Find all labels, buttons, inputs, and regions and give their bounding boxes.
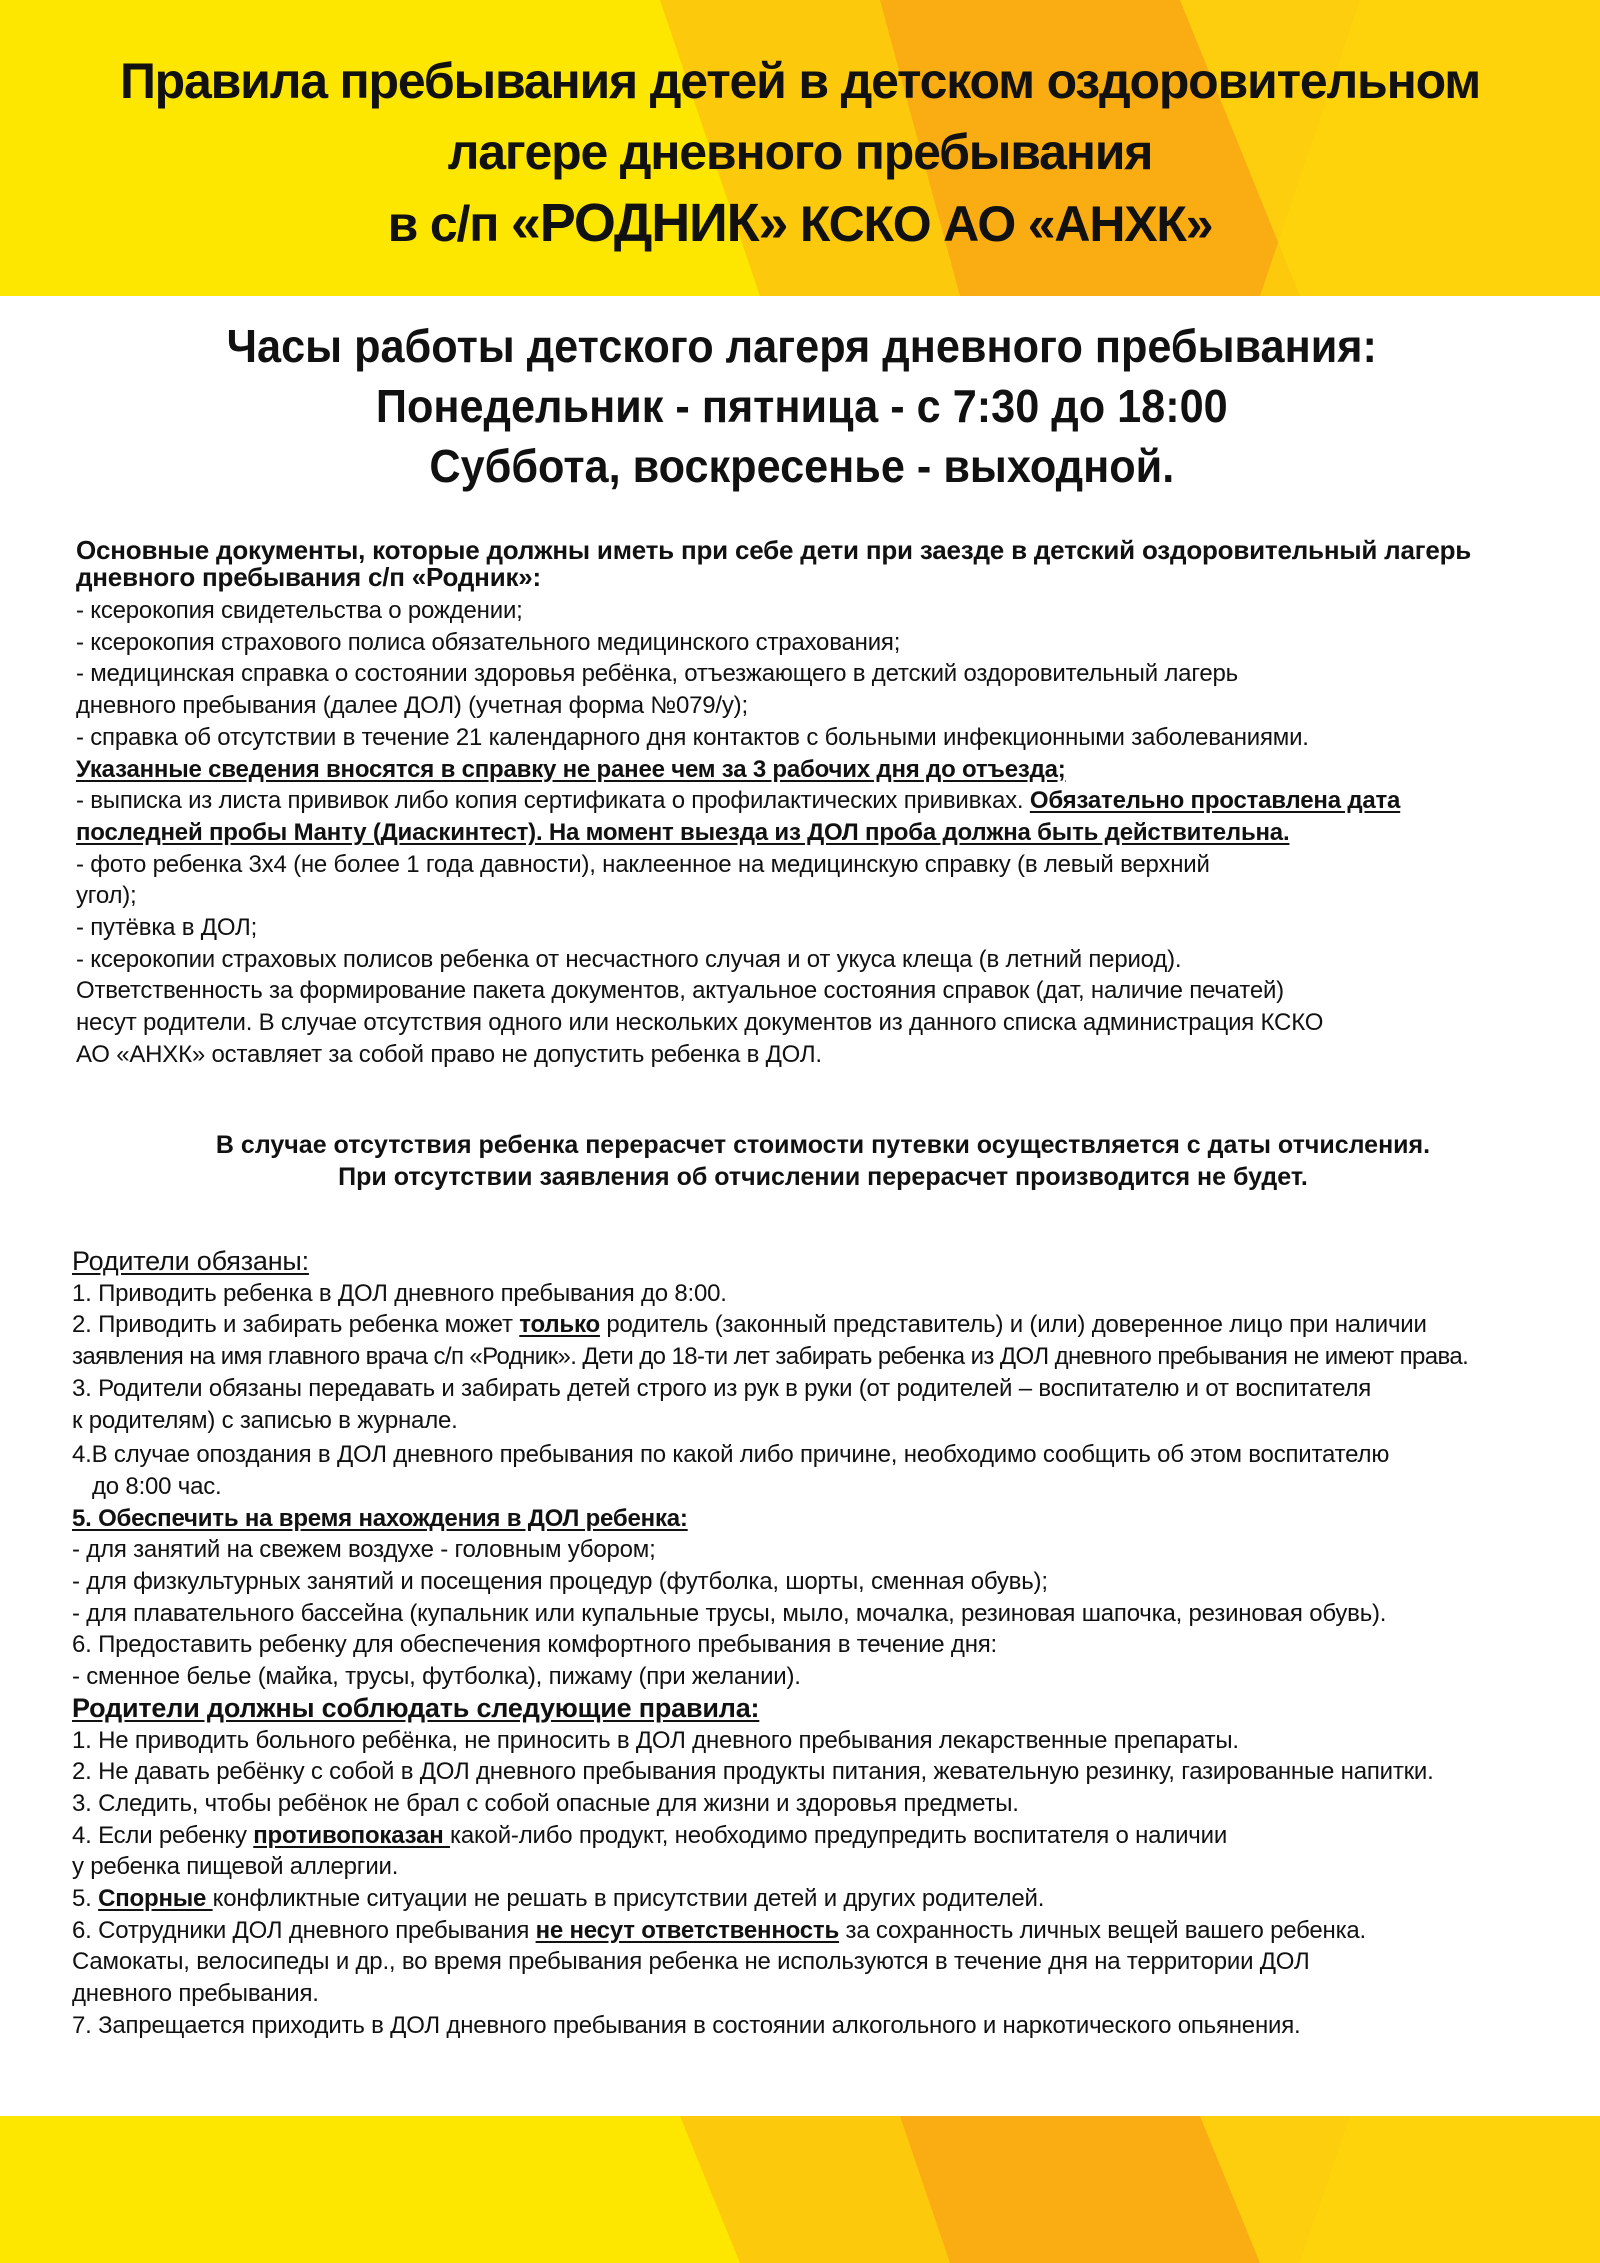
list-item-text: 5. [72, 1885, 99, 1913]
list-item-text: 6. Сотрудники ДОЛ дневного пребывания [72, 1916, 536, 1944]
list-item: 1. Приводить ребенка в ДОЛ дневного пребывания до 8:00. [72, 1279, 727, 1307]
page-title-line: лагере дневного пребывания [447, 124, 1153, 180]
list-item-text: 2. Приводить и забирать ребенка может [72, 1311, 520, 1339]
list-item: Самокаты, велосипеды и др., во время пребывания ребенка не используются в течение дня на территории ДОЛ [72, 1948, 1310, 1976]
list-item: - сменное белье (майка, трусы, футболка), пижаму (при желании). [72, 1663, 801, 1691]
rules-heading: Родители должны соблюдать следующие правила: [72, 1692, 760, 1723]
camp-name: «РОДНИК» [510, 193, 788, 253]
yellow-swoosh-shape [1200, 2116, 1600, 2263]
page-title-line: Правила пребывания детей в детском оздоровительном [119, 53, 1481, 109]
working-hours-weekdays: Понедельник - пятница - с 7:30 до 18:00 [375, 380, 1228, 432]
working-hours-weekend: Суббота, воскресенье - выходной. [429, 440, 1175, 492]
list-item-text: какой-либо продукт, необходимо предупредить воспитателя о наличии [450, 1821, 1228, 1849]
list-item [72, 1820, 1582, 1852]
list-item: 1. Не приводить больного ребёнка, не приносить в ДОЛ дневного пребывания лекарственные препараты. [72, 1726, 1239, 1754]
notice-line: При отсутствии заявления об отчислении перерасчет производится не будет. [338, 1163, 1308, 1191]
list-item-text: - выписка из листа прививок либо копия сертификата о профилактических прививках. [76, 787, 1030, 815]
list-item: 3. Родители обязаны передавать и забирать детей строго из рук в руки (от родителей – воспитателю и от воспитателя [72, 1374, 1372, 1402]
list-item: дневного пребывания (далее ДОЛ) (учетная форма №079/у); [76, 692, 748, 720]
subsection-heading: 5. Обеспечить на время нахождения в ДОЛ ребенка: [72, 1504, 688, 1532]
list-item: заявления на имя главного врача с/п «Родник». Дети до 18-ти лет забирать ребенка из ДОЛ дневного пребывания не имеют права. [72, 1343, 1469, 1371]
emphasis: противопоказан [253, 1821, 451, 1849]
list-item: - путёвка в ДОЛ; [76, 914, 258, 942]
list-item: 3. Следить, чтобы ребёнок не брал с собой опасные для жизни и здоровья предметы. [72, 1789, 1019, 1817]
page-title-line [40, 188, 1560, 260]
parents-section [72, 1246, 1582, 2042]
emphasis: только [519, 1311, 600, 1339]
documents-heading: дневного пребывания с/п «Родник»: [76, 562, 542, 592]
list-item-text: конфликтные ситуации не решать в присутствии детей и других родителей. [212, 1885, 1045, 1913]
notice-line: В случае отсутствия ребенка перерасчет стоимости путевки осуществляется с даты отчисления. [215, 1131, 1431, 1159]
responsibility-text: несут родители. В случае отсутствия одного или нескольких документов из данного списка администрация КСКО [76, 1009, 1324, 1037]
list-item: - медицинская справка о состоянии здоровья ребёнка, отъезжающего в детский оздоровительный лагерь [76, 660, 1238, 688]
documents-section [76, 537, 1576, 1071]
list-item: - для физкультурных занятий и посещения процедур (футболка, шорты, сменная обувь); [72, 1568, 1048, 1596]
footer-band-shapes [0, 2116, 1600, 2263]
list-item: к родителям) с записью в журнале. [72, 1406, 458, 1434]
list-item: - для занятий на свежем воздухе - головным убором; [72, 1536, 656, 1564]
list-item: у ребенка пищевой аллергии. [72, 1853, 399, 1881]
list-item: - ксерокопия страхового полиса обязательного медицинского страхования; [76, 628, 901, 656]
responsibility-text: АО «АНХК» оставляет за собой право не допустить ребенка в ДОЛ. [76, 1040, 822, 1068]
working-hours [50, 316, 1554, 496]
page-title-prefix: в с/п [387, 196, 511, 252]
important-note: последней пробы Манту (Диаскинтест). На момент выезда из ДОЛ проба должна быть действительна. [76, 818, 1290, 846]
footer-band [0, 2116, 1600, 2263]
emphasis: не несут ответственность [535, 1916, 840, 1944]
list-item: - для плавательного бассейна (купальник или купальные трусы, мыло, мочалка, резиновая шапочка, резиновая обувь). [72, 1599, 1387, 1627]
list-item: - ксерокопия свидетельства о рождении; [76, 597, 523, 624]
page-title [40, 46, 1560, 260]
list-item-text: за сохранность личных вещей вашего ребенка. [839, 1916, 1367, 1944]
list-item: дневного пребывания. [72, 1980, 319, 2008]
working-hours-title: Часы работы детского лагеря дневного пребывания: [226, 320, 1377, 372]
list-item: - справка об отсутствии в течение 21 календарного дня контактов с больными инфекционными заболеваниями. [76, 723, 1309, 751]
list-item: до 8:00 час. [92, 1472, 222, 1500]
list-item: 2. Не давать ребёнку с собой в ДОЛ дневного пребывания продукты питания, жевательную резинку, газированные напитки. [72, 1758, 1434, 1786]
list-item: 7. Запрещается приходить в ДОЛ дневного пребывания в состоянии алкогольного и наркотического опьянения. [72, 2011, 1301, 2039]
documents-heading: Основные документы, которые должны иметь при себе дети при заезде в детский оздоровительный лагерь [76, 535, 1472, 565]
recalculation-notice [0, 1129, 1600, 1193]
list-item [72, 1309, 1582, 1341]
list-item [72, 1883, 1582, 1915]
important-note: Указанные сведения вносятся в справку не ранее чем за 3 рабочих дня до отъезда; [76, 755, 1066, 783]
important-note: Обязательно проставлена дата [1029, 787, 1401, 815]
duties-heading: Родители обязаны: [72, 1246, 309, 1276]
header-band [0, 0, 1600, 296]
list-item: 4.В случае опоздания в ДОЛ дневного пребывания по какой либо причине, необходимо сообщить об этом воспитателю [72, 1441, 1390, 1469]
responsibility-text: Ответственность за формирование пакета документов, актуальное состояния справок (дат, наличие печатей) [76, 977, 1284, 1005]
list-item: угол); [76, 882, 137, 910]
list-item: 6. Предоставить ребенку для обеспечения комфортного пребывания в течение дня: [72, 1631, 998, 1659]
list-item: - ксерокопии страховых полисов ребенка от несчастного случая и от укуса клеща (в летний период). [76, 945, 1182, 973]
list-item [76, 785, 1576, 817]
emphasis: Спорные [98, 1885, 213, 1913]
list-item [72, 1915, 1582, 1947]
page-title-suffix: КСКО АО «АНХК» [787, 196, 1213, 252]
list-item: - фото ребенка 3х4 (не более 1 года давности), наклеенное на медицинскую справку (в левый верхний [76, 850, 1210, 878]
list-item-text: 4. Если ребенку [72, 1821, 254, 1849]
list-item-text: родитель (законный представитель) и (или) доверенное лицо при наличии [599, 1311, 1427, 1339]
